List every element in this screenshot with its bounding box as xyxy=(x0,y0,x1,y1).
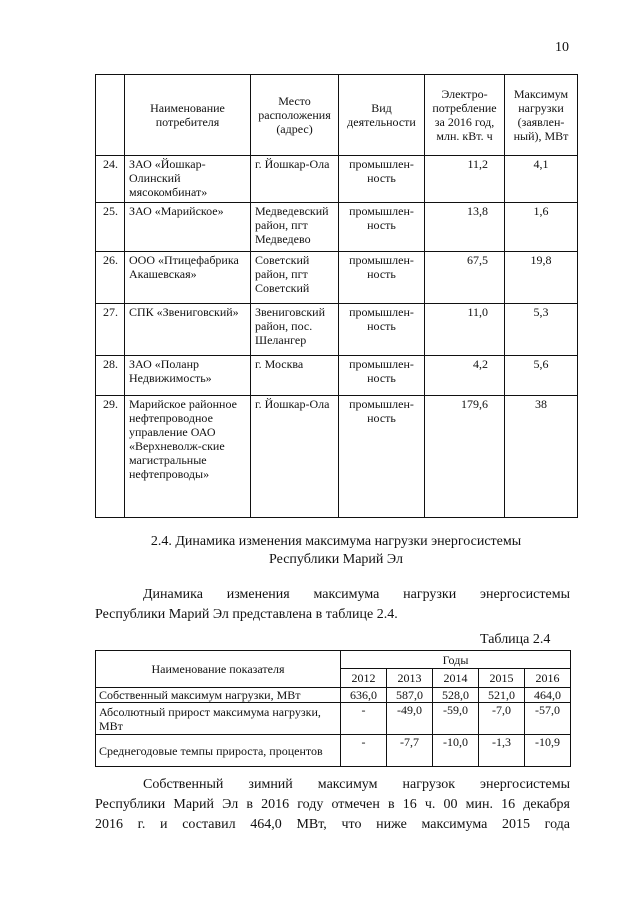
max-load-value: 5,6 xyxy=(505,356,578,396)
max-load-value: 4,1 xyxy=(505,156,578,203)
consumers-table xyxy=(95,74,578,518)
value-cell: -10,0 xyxy=(433,735,479,767)
row-number: 28. xyxy=(96,356,125,396)
consumer-location: г. Йошкар-Ола xyxy=(251,396,339,518)
indicator-label: Абсолютный прирост максимума нагрузки, МВт xyxy=(96,703,341,735)
max-load-value: 5,3 xyxy=(505,304,578,356)
header-consumer-name: Наименование потребителя xyxy=(125,75,251,156)
header-number xyxy=(96,75,125,156)
consumer-name: ООО «Птицефабрика Акашевская» xyxy=(125,252,251,304)
table-row xyxy=(96,396,578,518)
section-heading-line: 2.4. Динамика изменения максимума нагрузки энергосистемы xyxy=(150,534,522,549)
consumers-table-header xyxy=(96,75,578,156)
paragraph-line: Республики Марий Эл в 2016 году отмечен в 16 ч. 00 мин. 16 декабря xyxy=(95,797,570,812)
consumer-activity: промышлен-ность xyxy=(339,356,425,396)
value-cell: 464,0 xyxy=(525,688,571,703)
consumption-value: 13,8 xyxy=(425,203,505,252)
table-row xyxy=(96,203,578,252)
max-load-value: 38 xyxy=(505,396,578,518)
indicator-label: Среднегодовые темпы прироста, процентов xyxy=(96,735,341,767)
consumer-location: Медведевский район, пгт Медведево xyxy=(251,203,339,252)
value-cell: -59,0 xyxy=(433,703,479,735)
value-cell: -57,0 xyxy=(525,703,571,735)
consumption-value: 11,2 xyxy=(425,156,505,203)
value-cell: 636,0 xyxy=(341,688,387,703)
value-cell: 528,0 xyxy=(433,688,479,703)
value-cell: - xyxy=(341,735,387,767)
consumer-name: Марийское районное нефтепроводное управление ОАО «Верхневолж-ские магистральные нефтепроводы» xyxy=(125,396,251,518)
row-number: 29. xyxy=(96,396,125,518)
table-row xyxy=(96,156,578,203)
indicator-header: Наименование показателя xyxy=(96,651,341,688)
header-location: Место расположения (адрес) xyxy=(251,75,339,156)
paragraph-line: 2016 г. и составил 464,0 МВт, что ниже максимума 2015 года xyxy=(95,817,570,832)
table-row xyxy=(96,703,571,735)
indicator-label: Собственный максимум нагрузки, МВт xyxy=(96,688,341,703)
row-number: 24. xyxy=(96,156,125,203)
consumer-activity: промышлен-ность xyxy=(339,156,425,203)
row-number: 27. xyxy=(96,304,125,356)
value-cell: 587,0 xyxy=(387,688,433,703)
value-cell: -10,9 xyxy=(525,735,571,767)
header-max-load: Максимум нагрузки (заявлен-ный), МВт xyxy=(505,75,578,156)
intro-paragraph xyxy=(95,585,570,625)
consumer-name: ЗАО «Йошкар-Олинский мясокомбинат» xyxy=(125,156,251,203)
table-row xyxy=(96,304,578,356)
value-cell: 521,0 xyxy=(479,688,525,703)
paragraph-line: Республики Марий Эл представлена в таблице 2.4. xyxy=(95,607,398,622)
consumption-value: 179,6 xyxy=(425,396,505,518)
winter-max-paragraph xyxy=(95,775,570,835)
years-header: Годы xyxy=(341,651,571,669)
consumer-location: Советский район, пгт Советский xyxy=(251,252,339,304)
consumer-location: г. Йошкар-Ола xyxy=(251,156,339,203)
table-row xyxy=(96,252,578,304)
value-cell: -7,7 xyxy=(387,735,433,767)
max-load-value: 1,6 xyxy=(505,203,578,252)
header-activity: Вид деятельности xyxy=(339,75,425,156)
year-cell: 2013 xyxy=(387,669,433,688)
year-cell: 2015 xyxy=(479,669,525,688)
consumer-activity: промышлен-ность xyxy=(339,396,425,518)
row-number: 25. xyxy=(96,203,125,252)
consumer-activity: промышлен-ность xyxy=(339,252,425,304)
consumer-activity: промышлен-ность xyxy=(339,304,425,356)
year-cell: 2016 xyxy=(525,669,571,688)
paragraph-line: Собственный зимний максимум нагрузок энергосистемы xyxy=(143,777,570,792)
section-heading xyxy=(95,533,577,569)
paragraph-line: Динамика изменения максимума нагрузки энергосистемы xyxy=(143,587,570,602)
year-cell: 2012 xyxy=(341,669,387,688)
value-cell: -7,0 xyxy=(479,703,525,735)
max-load-value: 19,8 xyxy=(505,252,578,304)
consumption-value: 11,0 xyxy=(425,304,505,356)
table-row xyxy=(96,735,571,767)
table-caption: Таблица 2.4 xyxy=(480,632,551,647)
row-number: 26. xyxy=(96,252,125,304)
consumption-value: 67,5 xyxy=(425,252,505,304)
value-cell: - xyxy=(341,703,387,735)
section-heading-line: Республики Марий Эл xyxy=(269,552,403,567)
value-cell: -1,3 xyxy=(479,735,525,767)
consumer-location: Звениговский район, пос. Шелангер xyxy=(251,304,339,356)
table-header-row xyxy=(96,651,571,669)
consumer-name: ЗАО «Поланр Недвижимость» xyxy=(125,356,251,396)
consumer-name: ЗАО «Марийское» xyxy=(125,203,251,252)
page-number: 10 xyxy=(555,40,569,55)
header-consumption: Электро-потребление за 2016 год, млн. кВт. ч xyxy=(425,75,505,156)
consumer-activity: промышлен-ность xyxy=(339,203,425,252)
table-row xyxy=(96,688,571,703)
consumer-location: г. Москва xyxy=(251,356,339,396)
consumption-value: 4,2 xyxy=(425,356,505,396)
load-dynamics-table xyxy=(95,650,571,767)
consumer-name: СПК «Звениговский» xyxy=(125,304,251,356)
year-cell: 2014 xyxy=(433,669,479,688)
table-row xyxy=(96,356,578,396)
value-cell: -49,0 xyxy=(387,703,433,735)
